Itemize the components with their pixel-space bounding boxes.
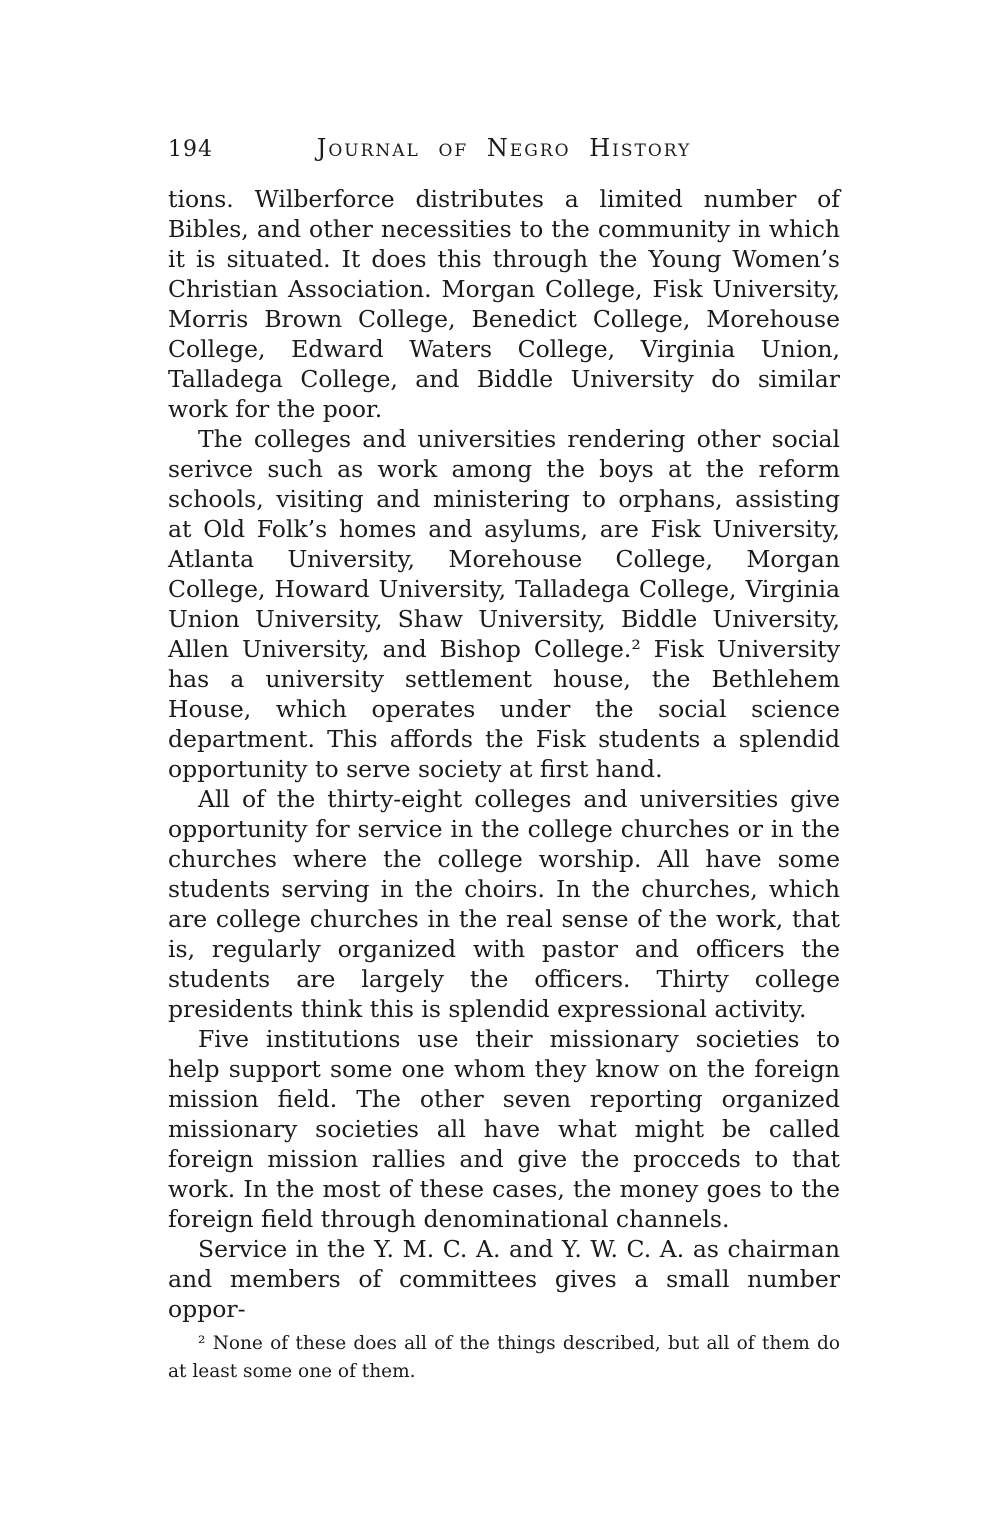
page-footer — [168, 1330, 840, 1386]
text-column — [168, 184, 840, 1386]
journal-title: Journal of Negro History — [316, 134, 692, 162]
body-paragraph-3: All of the thirty-eight colleges and universities give opportunity for service in the college churches or in the churches where the college worship. All have some students serving in the choirs. In the churches, which are college churches in the real sense of the work, that is, regularly organized with pastor and officers the students are largely the officers. Thirty college presidents think this is splendid expressional activity. — [168, 785, 840, 1023]
page-number: 194 — [168, 137, 213, 162]
body-paragraph-2: The colleges and universities rendering other social serivce such as work among the boys at the reform schools, visiting and ministering to orphans, assisting at Old Folk’s homes and asylums, are Fisk University, Atlanta University, Morehouse College, Morgan College, Howard University, Talladega College, Virginia Union University, Shaw University, Biddle University, Allen University, and Bishop College.² Fisk University has a university settlement house, the Bethlehem House, which operates under the social science department. This affords the Fisk students a splendid opportunity to serve society at first hand. — [168, 425, 840, 783]
page-body — [168, 184, 840, 1324]
body-paragraph-1: tions. Wilberforce distributes a limited number of Bibles, and other necessities to the community in which it is situated. It does this through the Young Women’s Christian Association. Morgan College, Fisk University, Morris Brown College, Benedict College, Morehouse College, Edward Waters College, Virginia Union, Talladega College, and Biddle University do similar work for the poor. — [168, 185, 840, 423]
footnote: ² None of these does all of the things described, but all of them do at least some one of them. — [168, 1333, 840, 1382]
body-paragraph-5: Service in the Y. M. C. A. and Y. W. C. A. as chairman and members of committees gives a small number oppor- — [168, 1235, 840, 1323]
page-header — [168, 134, 840, 164]
body-paragraph-4: Five institutions use their missionary societies to help support some one whom they know on the foreign mission field. The other seven reporting organized missionary societies all have what might be called foreign mission rallies and give the procceds to that work. In the most of these cases, the money goes to the foreign field through denominational channels. — [168, 1025, 840, 1233]
